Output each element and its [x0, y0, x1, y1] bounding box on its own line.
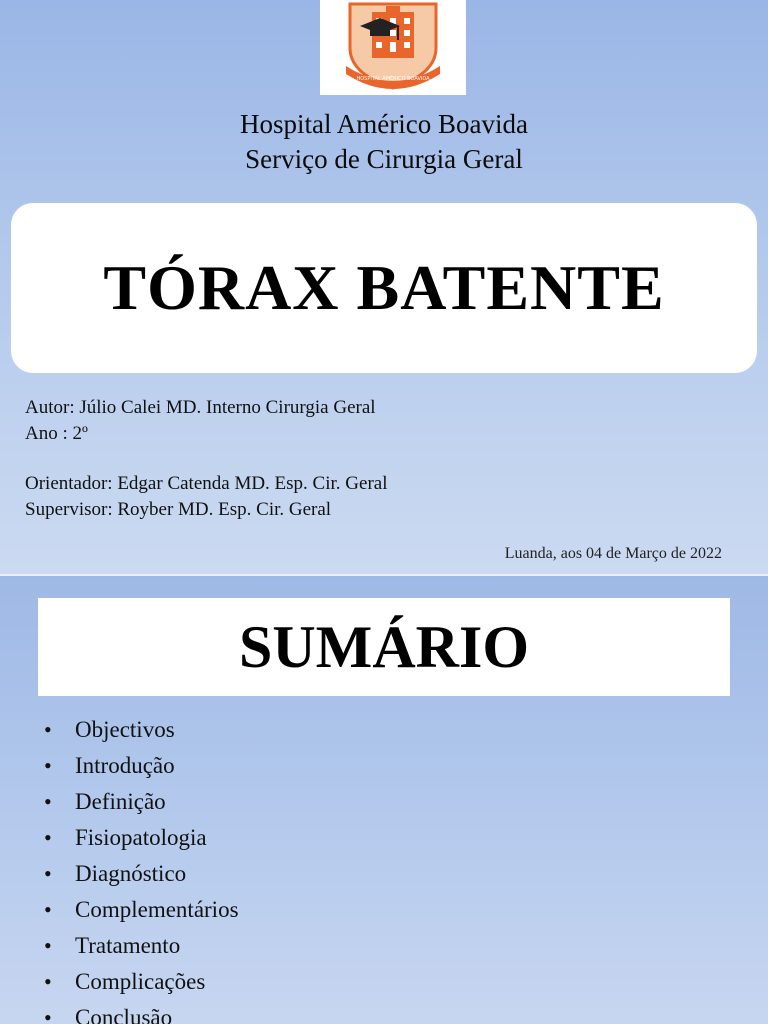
bullet-icon: • [44, 969, 52, 994]
presentation-title: TÓRAX BATENTE [103, 252, 665, 323]
bullet-icon: • [44, 789, 52, 814]
department-name: Serviço de Cirurgia Geral [245, 144, 523, 174]
bullet-icon: • [44, 753, 52, 778]
author-line: Autor: Júlio Calei MD. Interno Cirurgia Geral [25, 397, 376, 418]
hospital-name: Hospital Américo Boavida [240, 109, 528, 139]
bullet-icon: • [44, 861, 52, 886]
supervisor-line: Supervisor: Royber MD. Esp. Cir. Geral [25, 499, 332, 520]
bullet-icon: • [44, 825, 52, 850]
bullet-icon: • [44, 717, 52, 742]
svg-text:HOSPITAL AMÉRICO BOAVIDA: HOSPITAL AMÉRICO BOAVIDA [356, 76, 430, 82]
bullet-icon: • [44, 897, 52, 922]
hospital-logo-icon [320, 0, 466, 95]
bullet-icon: • [44, 1005, 52, 1024]
summary-slide: SUMÁRIO • Objectivos • Introdução • Definição • Fisiopatologia • Diagnóstico • Complementários • Tratamento • Complicações • Conclusão [0, 576, 768, 1024]
year-line: Ano : 2º [25, 423, 88, 444]
title-card [11, 203, 757, 373]
hospital-logo [320, 0, 466, 95]
summary-title-card [38, 598, 730, 696]
date-line: Luanda, aos 04 de Março de 2022 [504, 545, 722, 562]
bullet-icon: • [44, 933, 52, 958]
advisor-line: Orientador: Edgar Catenda MD. Esp. Cir. Geral [25, 473, 388, 494]
summary-title: SUMÁRIO [238, 613, 529, 680]
